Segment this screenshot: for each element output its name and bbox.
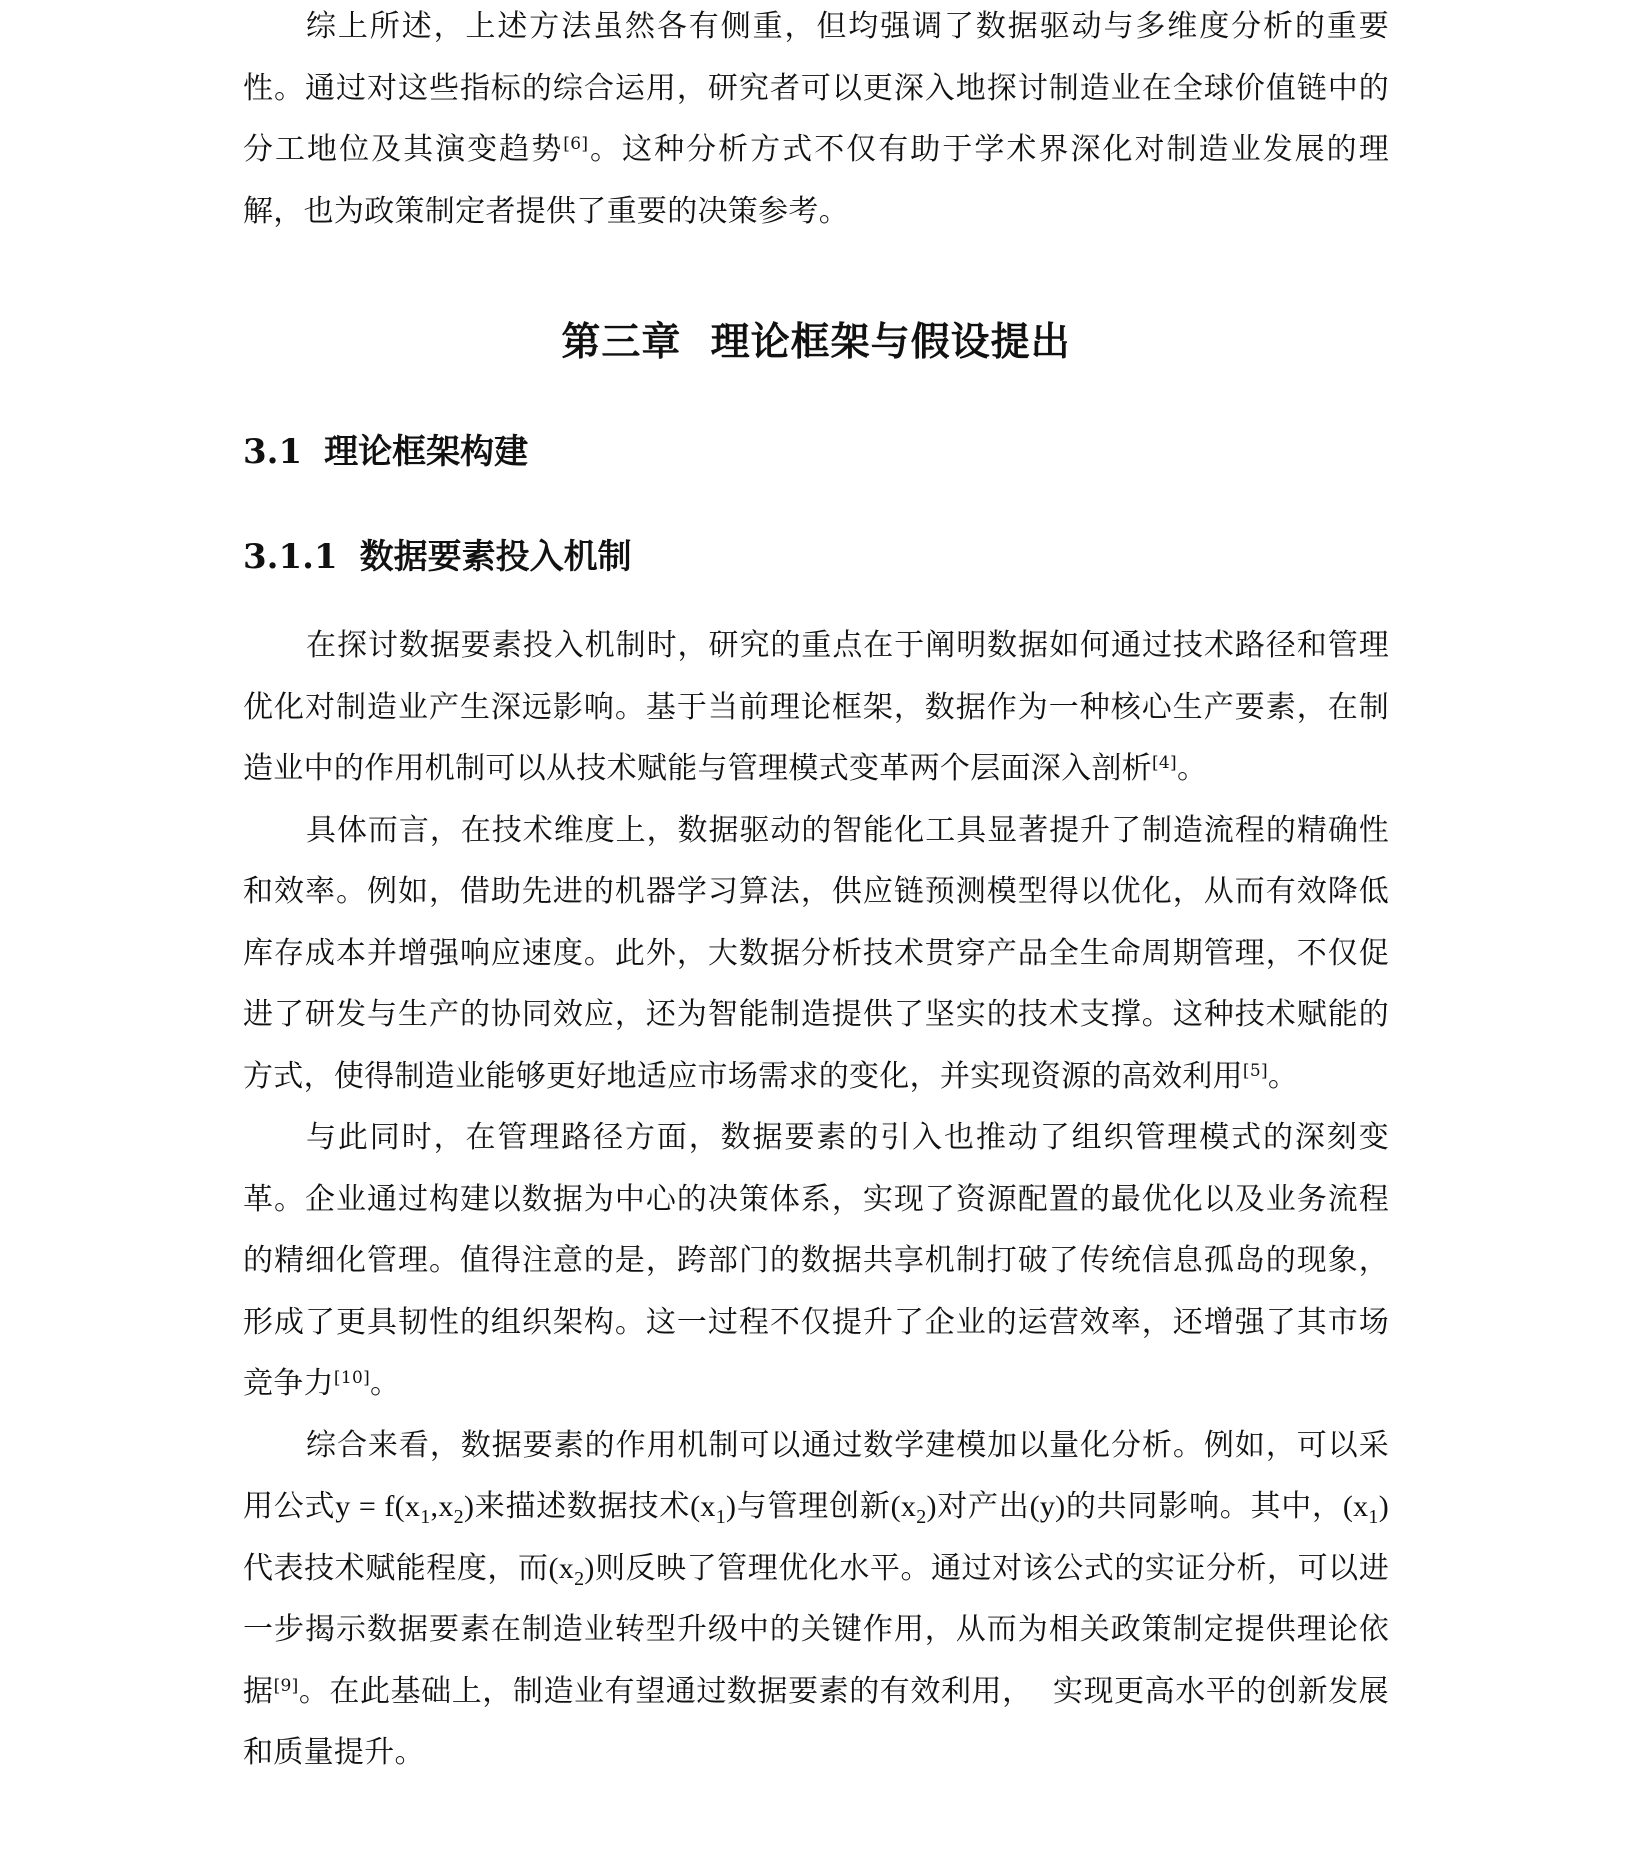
body-block xyxy=(243,615,1389,1784)
section-title-text: 理论框架构建 xyxy=(324,432,529,472)
subsection-number: 3.1.1 xyxy=(243,537,338,577)
citation: [4] xyxy=(1152,753,1177,773)
body-paragraph xyxy=(243,615,1389,800)
variable-x2: $(x_2)$ xyxy=(890,1490,937,1528)
formula: $y = f(x_1,x_2)$ xyxy=(335,1490,475,1528)
paragraph-text: 具体而言，在技术维度上，数据驱动的智能化工具显著提升了制造流程的精确性和效率。例如，借助先进的机器学习算法，供应链预测模型得以优化，从而有效降低库存成本并增强响应速度。此外，大数据分析技术贯穿产品全生命周期管理，不仅促进了研发与生产的协同效应，还为智能制造提供了坚实的技术支撑。这种技术赋能的方式，使得制造业能够更好地适应市场需求的变化，并实现资源的高效利用 xyxy=(243,812,1389,1094)
intro-block xyxy=(243,0,1389,242)
section-number: 3.1 xyxy=(243,432,303,472)
paragraph-text: 来描述数据技术 xyxy=(474,1489,691,1524)
subsection-heading xyxy=(243,527,632,587)
paragraph-text: 综合来看，数据要素的作用机制可以通过数学建模加以量化分析。例如，可以采用公式 xyxy=(243,1427,1389,1524)
formula-paragraph xyxy=(243,1415,1389,1784)
intro-text-end: 。这种分析方式不仅有助于学术界深化对制造业发展的理解，也为政策制定者提供了重要的决策参考。 xyxy=(243,132,1390,229)
subsection-title-text: 数据要素投入机制 xyxy=(359,537,632,577)
paragraph-text: 的共同影响。其中， xyxy=(1065,1489,1343,1524)
citation: [10] xyxy=(333,1368,371,1388)
variable-x2: $(x_2)$ xyxy=(548,1551,595,1590)
paragraph-text-end: 。 xyxy=(370,1366,401,1401)
paragraph-text-end: 。 xyxy=(1176,751,1208,786)
paragraph-text: 与此同时，在管理路径方面，数据要素的引入也推动了组织管理模式的深刻变革。企业通过构建以数据为中心的决策体系，实现了资源配置的最优化以及业务流程的精细化管理。值得注意的是，跨部门的数据共享机制打破了传统信息孤岛的现象，形成了更具韧性的组织架构。这一过程不仅提升了企业的运营效率，还增强了其市场竞争力 xyxy=(243,1120,1389,1401)
body-paragraph xyxy=(243,1107,1389,1415)
section-heading xyxy=(243,422,528,482)
paragraph-text: 与管理创新 xyxy=(736,1489,891,1524)
chapter-title: 第三章 理论框架与假设提出 xyxy=(561,319,1071,365)
body-paragraph xyxy=(243,800,1389,1108)
citation: [6] xyxy=(563,134,589,154)
paragraph-text: 则反映了管理优化水平。通过对该公式的实证分析，可以进一步揭示数据要素在制造业转型升级中的关键作用，从而为相关政策制定提供理论依据 xyxy=(243,1550,1389,1709)
variable-x1: $(x_1)$ xyxy=(1342,1490,1390,1528)
variable-x1: $(x_1)$ xyxy=(690,1490,737,1528)
citation: [5] xyxy=(1242,1060,1268,1081)
paragraph-text-end: 。 xyxy=(1267,1058,1299,1094)
citation: [9] xyxy=(273,1675,299,1696)
paragraph-text: 对产出 xyxy=(936,1489,1030,1524)
variable-y: (y) xyxy=(1029,1490,1066,1523)
intro-paragraph xyxy=(243,0,1389,242)
paragraph-text-end: 。在此基础上，制造业有望通过数据要素的有效利用， 实现更高水平的创新发展和质量提升。 xyxy=(243,1673,1389,1770)
paragraph-text: 代表技术赋能程度，而 xyxy=(243,1550,549,1586)
intro-text: 综上所述，上述方法虽然各有侧重，但均强调了数据驱动与多维度分析的重要性。通过对这些指标的综合运用，研究者可以更深入地探讨制造业在全球价值链中的分工地位及其演变趋势 xyxy=(243,9,1389,167)
paragraph-text: 在探讨数据要素投入机制时，研究的重点在于阐明数据如何通过技术路径和管理优化对制造业产生深远影响。基于当前理论框架，数据作为一种核心生产要素，在制造业中的作用机制可以从技术赋能与管理模式变革两个层面深入剖析 xyxy=(243,628,1389,786)
